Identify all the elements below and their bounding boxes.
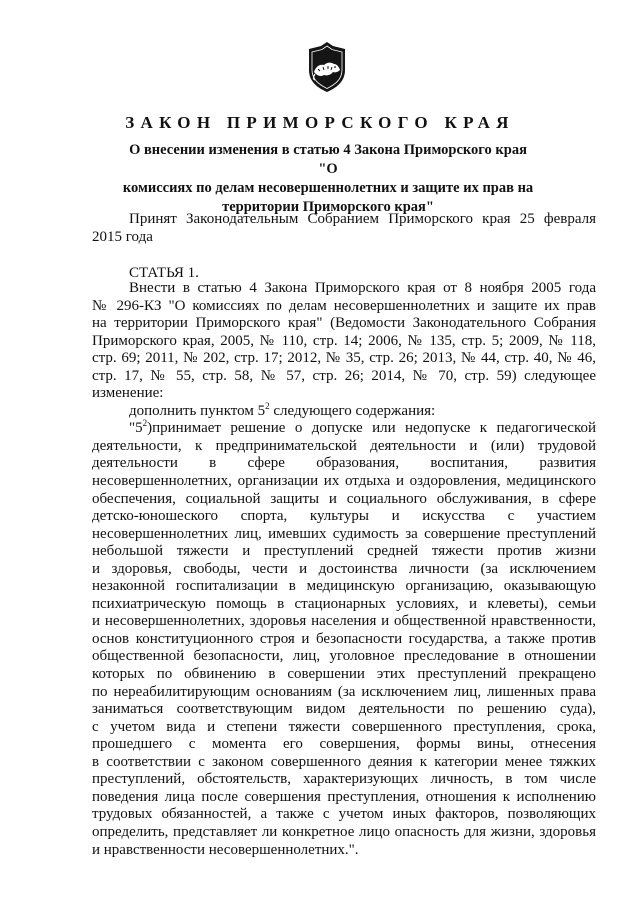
quote-line: основ конституционного строя и безопасности государства, а также против: [92, 630, 596, 647]
quote-line: поведения лица после совершения преступления, отношения к исполнению: [92, 788, 596, 805]
supplement-intro-text: следующего содержания:: [269, 402, 436, 419]
subject-line: территории Приморского края": [222, 199, 434, 215]
quote-line: небольшой тяжести и преступлений средней тяжести против жизни: [92, 543, 596, 560]
quote-line: деятельности, к предпринимательской деятельности и (или) трудовой: [92, 437, 596, 454]
supplement-intro-text: дополнить пунктом 5: [129, 402, 266, 419]
quote-line: несовершеннолетних, организации их отдыха и оздоровления, медицинского: [92, 473, 596, 490]
supplement-intro-line: [92, 400, 596, 421]
article-heading: СТАТЬЯ 1.: [129, 265, 199, 281]
quote-line: которых по обвинению в совершении этих преступлений прекращено: [92, 666, 596, 683]
paragraph-line: изменение:: [92, 385, 164, 402]
quote-line: в соответствии с законом совершенного деяния к категории менее тяжких: [92, 753, 596, 770]
quote-line: заниматься соответствующим видом деятельности по решению суда),: [92, 701, 596, 718]
paragraph-line: Приморского края, 2005, № 110, стр. 14; 2006, № 135, стр. 5; 2009, № 118,: [92, 332, 596, 349]
subject-line: комиссиях по делам несовершеннолетних и защите их прав на: [122, 180, 534, 196]
quote-line: по нереабилитирующим основаниям (за исключением лиц, лишенных права: [92, 683, 596, 700]
quote-line: определить, представляет ли конкретное лицо опасность для жизни, здоровья: [92, 823, 596, 840]
quote-text: "5: [129, 420, 143, 437]
subject-line: О внесении изменения в статью 4 Закона Приморского края "О: [129, 142, 527, 177]
quote-line: и нравственности несовершеннолетних.".: [92, 841, 359, 858]
adoption-line: Принят Законодательным Собранием Приморского края 25 февраля: [129, 211, 596, 227]
quote-line: трудовых обязанностей, а также с учетом иных факторов, позволяющих: [92, 806, 596, 823]
quote-line: преступлений, обстоятельств, характеризующих личность, в том числе: [92, 771, 596, 788]
superscript: 2: [142, 418, 148, 429]
quote-line: и несовершеннолетних, здоровья населения и общественной нравственности,: [92, 613, 596, 630]
quote-line: детско-юношеского спорта, культуры и искусства с участием: [92, 508, 596, 525]
paragraph-line: стр. 69; 2011, № 202, стр. 17; 2012, № 35, стр. 26; 2013, № 44, стр. 40, № 46,: [92, 350, 596, 367]
paragraph-line: № 296-КЗ "О комиссиях по делам несовершеннолетних и защите их прав: [92, 297, 596, 314]
quote-line: обеспечения, социальной защиты и социального обслуживания, в сфере: [92, 490, 596, 507]
paragraph-line: на территории Приморского края" (Ведомости Законодательного Собрания: [92, 315, 596, 332]
quote-line: незаконной госпитализации в медицинскую организацию, оказывающую: [92, 578, 596, 595]
quote-line: прошедшего с момента его совершения, формы вины, отнесения: [92, 736, 596, 753]
adoption-statement: [92, 210, 596, 246]
quote-line: несовершеннолетних лиц, имевших судимость за совершение преступлений: [92, 525, 596, 542]
coat-of-arms-icon: [304, 42, 350, 92]
quote-line: с учетом вида и степени тяжести совершенного преступления, срока,: [92, 718, 596, 735]
quote-line: общественной безопасности, лиц, уголовное преследование в отношении: [92, 648, 596, 665]
quote-first-line: [92, 420, 596, 438]
article-body: [92, 280, 596, 859]
quote-text: )принимает решение о допуске или недопуске к педагогической: [147, 420, 596, 437]
superscript: 2: [265, 400, 270, 411]
quote-line: и здоровья, свободы, чести и достоинства личности (за исключением: [92, 560, 596, 577]
quote-line: деятельности в сфере образования, воспитания, развития: [92, 455, 596, 472]
adoption-line: 2015 года: [92, 229, 153, 245]
paragraph-line: Внести в статью 4 Закона Приморского края от 8 ноября 2005 года: [129, 280, 596, 296]
law-subject: [120, 141, 536, 217]
paragraph-line: стр. 17, № 55, стр. 58, № 57, стр. 26; 2014, № 70, стр. 59) следующее: [92, 367, 596, 384]
law-title: ЗАКОН ПРИМОРСКОГО КРАЯ: [125, 113, 515, 132]
quote-line: психиатрическую помощь в стационарных условиях, и клеветы), семьи: [92, 595, 596, 612]
